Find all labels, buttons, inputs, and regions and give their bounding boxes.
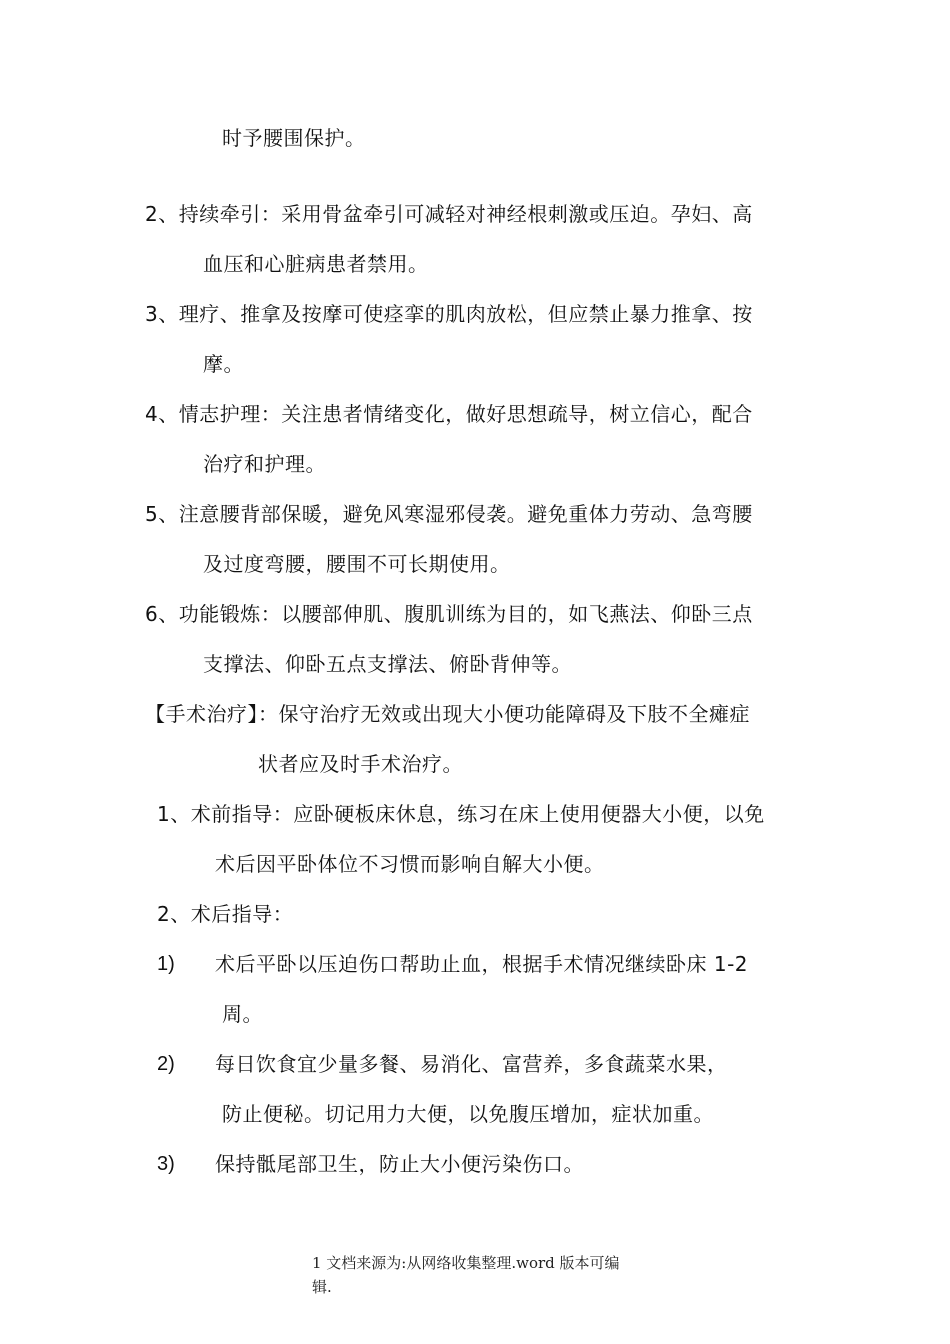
list-text: 保持骶尾部卫生，防止大小便污染伤口。 bbox=[215, 1152, 584, 1176]
footer-line: 辑. bbox=[312, 1278, 332, 1296]
text-line: 3、理疗、推拿及按摩可使痉挛的肌肉放松，但应禁止暴力推拿、按 bbox=[145, 302, 753, 326]
list-text-continued: 防止便秘。切记用力大便，以免腹压增加，症状加重。 bbox=[222, 1102, 714, 1126]
list-number: 2) bbox=[157, 1053, 175, 1075]
text-line: 6、功能锻炼：以腰部伸肌、腹肌训练为目的，如飞燕法、仰卧三点 bbox=[145, 602, 753, 626]
text-line: 4、情志护理：关注患者情绪变化，做好思想疏导，树立信心，配合 bbox=[145, 402, 753, 426]
list-text: 术后平卧以压迫伤口帮助止血，根据手术情况继续卧床 1-2 bbox=[215, 952, 749, 976]
list-text-continued: 周。 bbox=[222, 1002, 263, 1026]
text-line: 治疗和护理。 bbox=[203, 452, 326, 476]
section-heading: 【手术治疗】：保守治疗无效或出现大小便功能障碍及下肢不全瘫症 bbox=[145, 702, 750, 726]
footer-line: 1 文档来源为:从网络收集整理.word 版本可编 bbox=[312, 1254, 620, 1272]
text-line: 2、术后指导： bbox=[157, 902, 294, 926]
text-line: 1、术前指导：应卧硬板床休息，练习在床上使用便器大小便，以免 bbox=[157, 802, 765, 826]
text-line: 5、注意腰背部保暖，避免风寒湿邪侵袭。避免重体力劳动、急弯腰 bbox=[145, 502, 753, 526]
text-line: 2、持续牵引：采用骨盆牵引可减轻对神经根刺激或压迫。孕妇、高 bbox=[145, 202, 753, 226]
text-line: 时予腰围保护。 bbox=[222, 126, 366, 150]
list-number: 3) bbox=[157, 1153, 175, 1175]
text-line: 术后因平卧体位不习惯而影响自解大小便。 bbox=[215, 852, 605, 876]
text-line: 血压和心脏病患者禁用。 bbox=[203, 252, 429, 276]
text-line: 状者应及时手术治疗。 bbox=[258, 752, 463, 776]
list-text: 每日饮食宜少量多餐、易消化、富营养，多食蔬菜水果， bbox=[215, 1052, 728, 1076]
text-line: 及过度弯腰，腰围不可长期使用。 bbox=[203, 552, 511, 576]
text-line: 摩。 bbox=[203, 352, 244, 376]
text-line: 支撑法、仰卧五点支撑法、俯卧背伸等。 bbox=[203, 652, 572, 676]
list-number: 1) bbox=[157, 953, 175, 975]
